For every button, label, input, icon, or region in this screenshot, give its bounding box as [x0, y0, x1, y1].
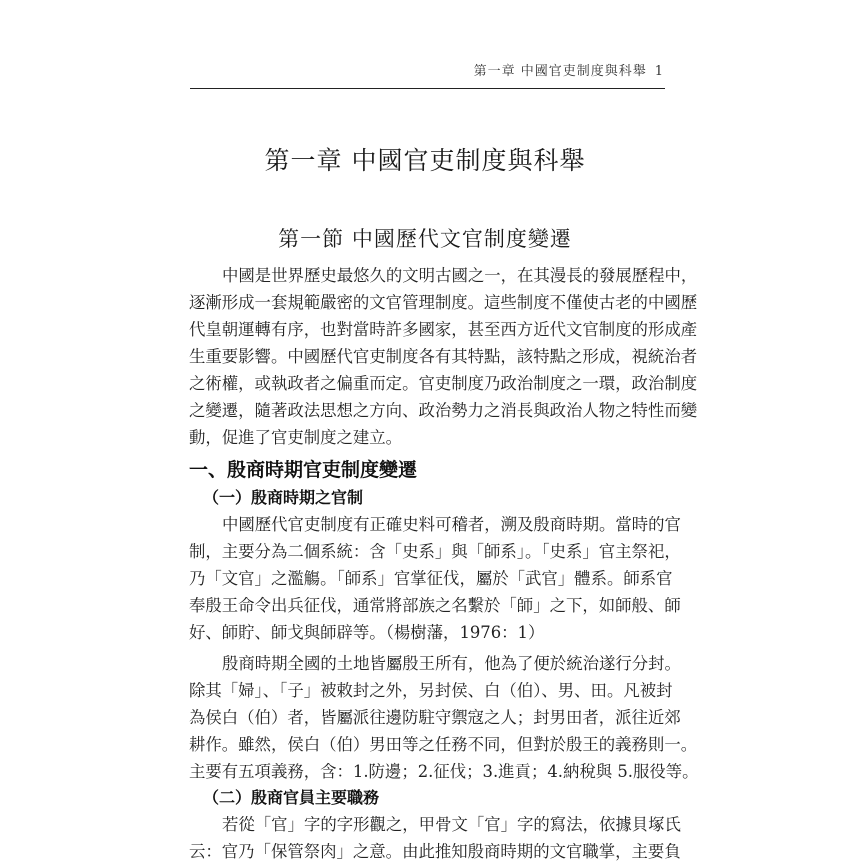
chapter-title: 第一章 中國官吏制度與科舉: [264, 146, 586, 175]
body-line: 若從「官」字的字形觀之，甲骨文「官」字的寫法，依據貝塚氏: [222, 815, 681, 834]
intro-line: 動，促進了官吏制度之建立。: [189, 428, 403, 447]
subsection-title-2: （二）殷商官員主要職務: [203, 788, 380, 807]
intro-line: 逐漸形成一套規範嚴密的文官管理制度。這些制度不僅使古老的中國歷: [189, 293, 698, 312]
body-line: 中國歷代官吏制度有正確史料可稽者，溯及殷商時期。當時的官: [222, 515, 681, 534]
body-line: 云：官乃「保管祭肉」之意。由此推知殷商時期的文官職掌，主要負: [189, 842, 681, 861]
intro-line: 生重要影響。中國歷代官吏制度各有其特點，該特點之形成，視統治者: [189, 347, 698, 366]
subsection-title-1: （一）殷商時期之官制: [203, 488, 364, 507]
running-head: [474, 64, 664, 80]
heading-shang-period: 一、殷商時期官吏制度變遷: [189, 459, 418, 481]
body-line: 主要有五項義務，含：1.防邊；2.征伐；3.進貢；4.納稅與 5.服役等。: [189, 762, 699, 781]
body-line: 奉殷王命令出兵征伐，通常將部族之名繫於「師」之下，如師般、師: [189, 596, 681, 615]
running-head-title: 第一章 中國官吏制度與科舉: [473, 64, 647, 79]
intro-line: 之變遷，隨著政法思想之方向、政治勢力之消長與政治人物之特性而變: [189, 401, 698, 420]
body-line: 除其「婦」、「子」被敕封之外，另封侯、白（伯）、男、田。凡被封: [189, 681, 673, 700]
intro-line: 之術權，或執政者之偏重而定。官吏制度乃政治制度之一環，政治制度: [189, 374, 698, 393]
intro-line: 中國是世界歷史最悠久的文明古國之一，在其漫長的發展歷程中，: [222, 266, 698, 285]
section-title: 第一節 中國歷代文官制度變遷: [278, 227, 572, 251]
body-line: 殷商時期全國的土地皆屬殷王所有，他為了便於統治遂行分封。: [222, 654, 681, 673]
body-line: 乃「文官」之濫觴。「師系」官掌征伐，屬於「武官」體系。師系官: [189, 569, 673, 588]
body-line: 制，主要分為二個系統：含「史系」與「師系」。「史系」官主祭祀，: [189, 542, 681, 561]
body-text: [189, 262, 699, 865]
body-line: 好、師貯、師戈與師辟等。（楊樹藩，1976：1）: [189, 623, 545, 642]
body-line: 耕作。雖然，侯白（伯）男田等之任務不同，但對於殷王的義務則一。: [189, 735, 698, 754]
intro-line: 代皇朝運轉有序，也對當時許多國家，甚至西方近代文官制度的形成產: [189, 320, 698, 339]
body-line: 為侯白（伯）者，皆屬派往邊防駐守禦寇之人；封男田者，派往近郊: [189, 708, 681, 727]
page-number: 1: [654, 64, 664, 79]
header-rule: [190, 88, 665, 89]
